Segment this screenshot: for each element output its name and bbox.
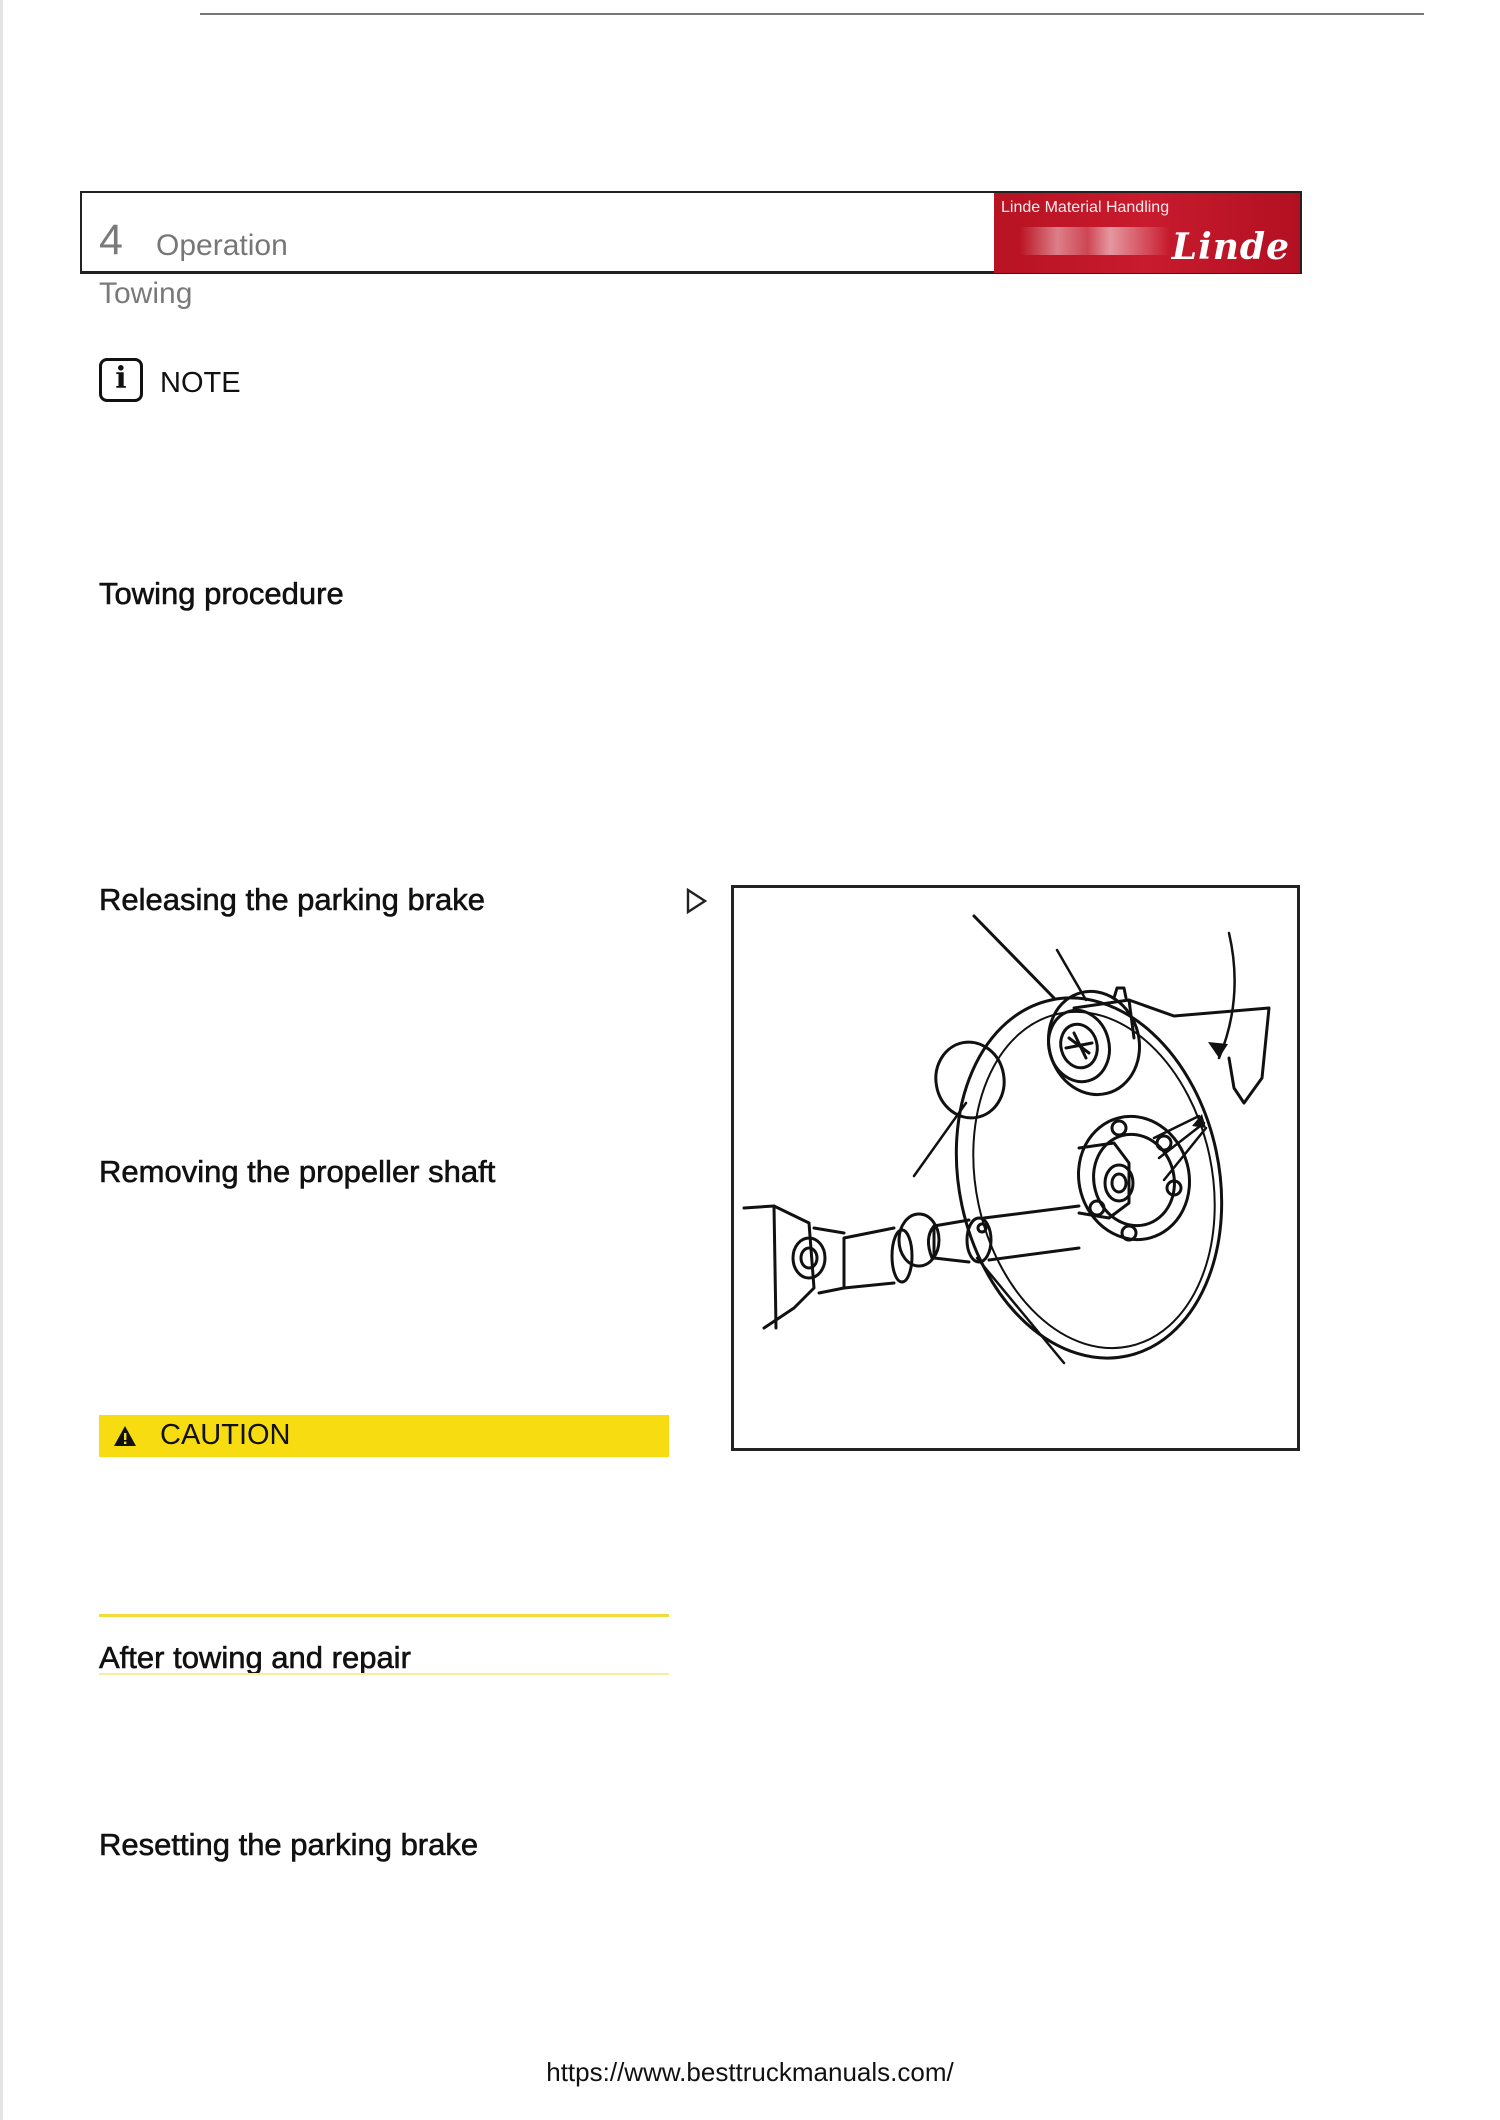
yellow-rule-top: [99, 1614, 669, 1617]
top-rule: [200, 13, 1424, 15]
caution-bar: [99, 1415, 669, 1457]
chapter-title: Operation: [156, 229, 288, 262]
brand-decoration: [1020, 227, 1170, 255]
chapter-header: [80, 191, 1302, 274]
info-icon: i: [99, 358, 143, 402]
footer-url[interactable]: https://www.besttruckmanuals.com/: [546, 2057, 954, 2087]
heading-after-towing: After towing and repair: [99, 1640, 411, 1675]
page-edge: [0, 0, 3, 2120]
section-label: Towing: [99, 277, 193, 310]
caution-label: CAUTION: [160, 1419, 291, 1451]
propeller-shaft-figure: [731, 885, 1300, 1451]
note-label: NOTE: [160, 367, 241, 399]
propeller-shaft-illustration: [734, 888, 1300, 1451]
play-triangle-icon: [686, 888, 708, 914]
brand-logo: Linde: [1171, 226, 1290, 268]
chapter-number: 4: [99, 216, 123, 264]
yellow-rule-bottom: [99, 1673, 669, 1675]
warning-triangle-icon: [113, 1425, 137, 1447]
brand-banner: [994, 193, 1300, 273]
heading-towing-procedure: Towing procedure: [99, 576, 344, 611]
heading-releasing-parking-brake: Releasing the parking brake: [99, 882, 486, 917]
heading-removing-propeller-shaft: Removing the propeller shaft: [99, 1154, 496, 1189]
heading-resetting-parking-brake: Resetting the parking brake: [99, 1827, 479, 1862]
brand-tagline: Linde Material Handling: [1001, 199, 1170, 216]
